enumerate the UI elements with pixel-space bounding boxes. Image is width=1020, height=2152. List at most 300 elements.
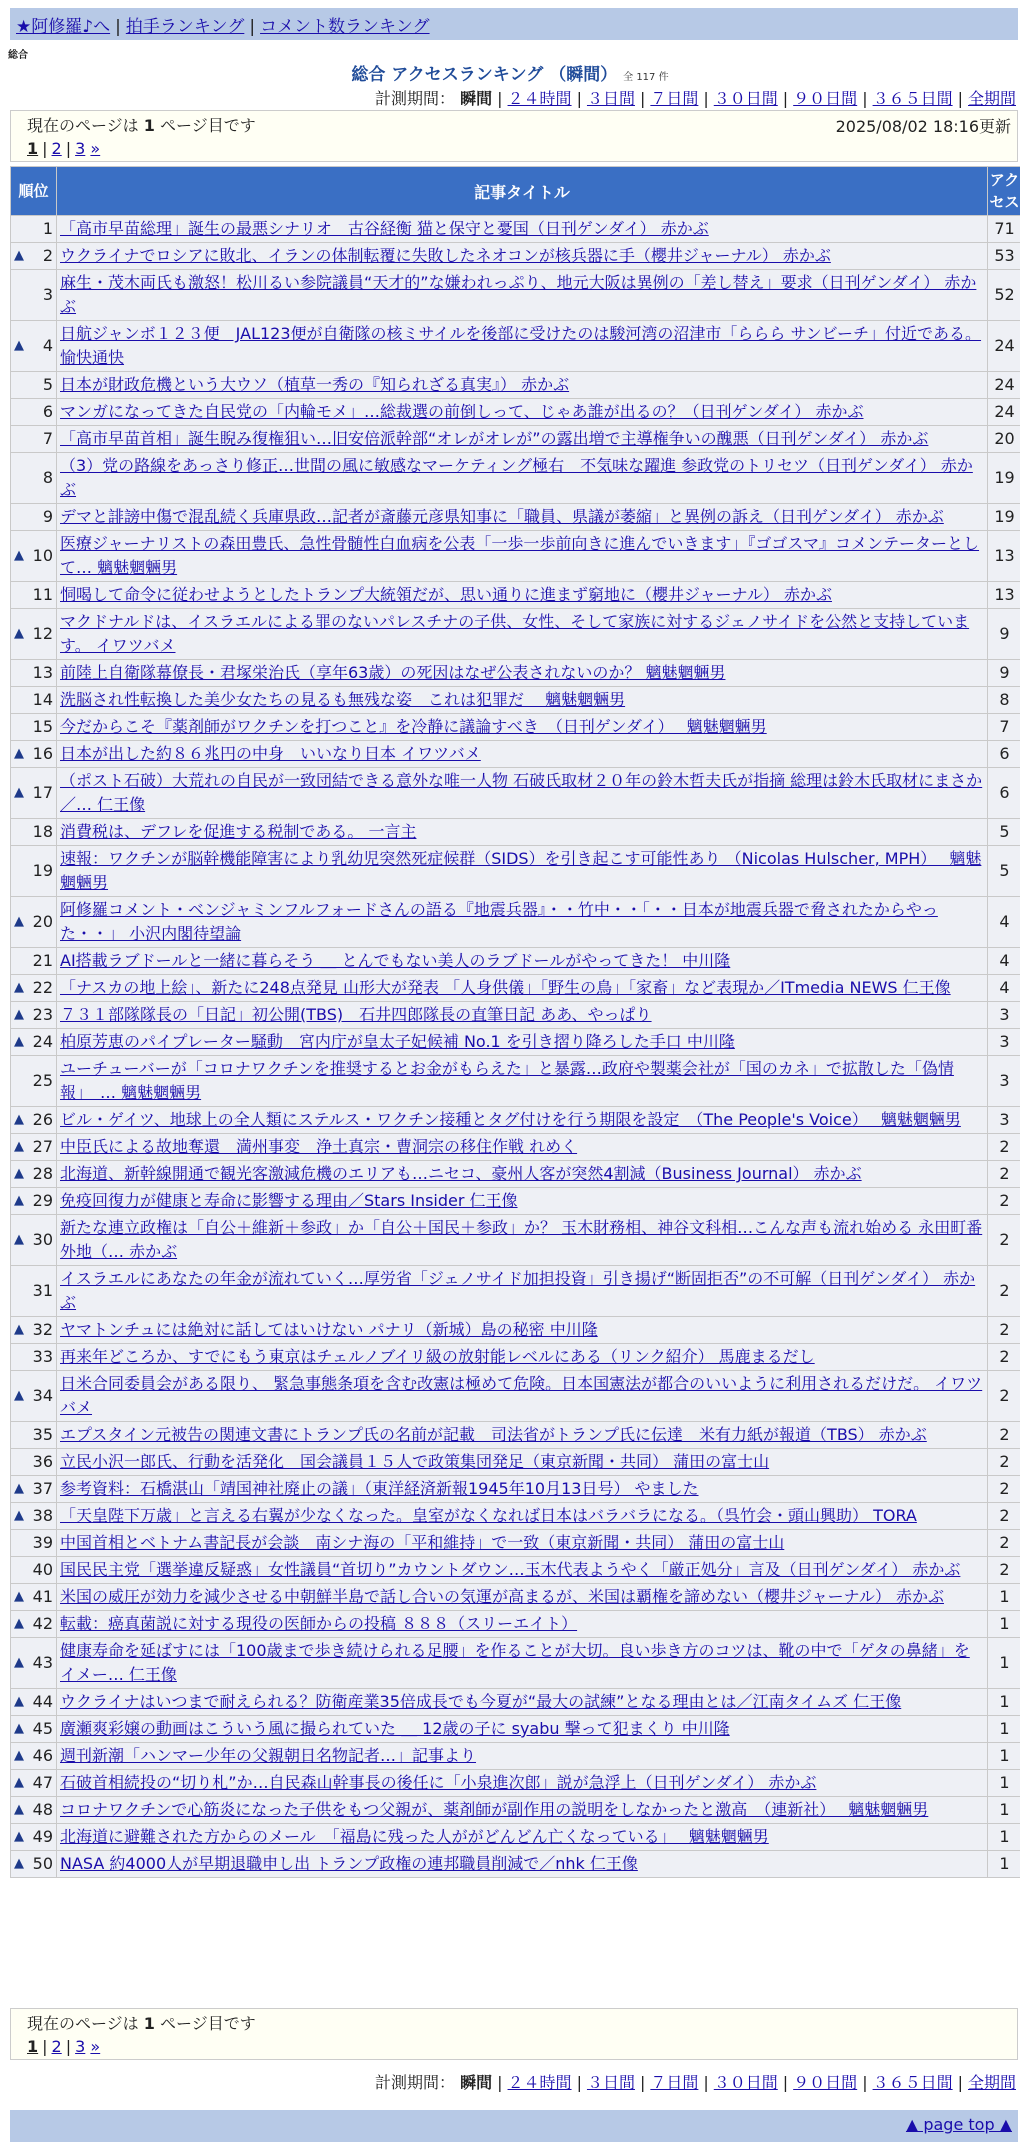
article-title-link[interactable]: ７３１部隊隊長の「日記」初公開(TBS) 石井四郎隊長の直筆日記 ああ、やっぱり [60, 1005, 652, 1024]
table-row [11, 660, 1020, 686]
table-row [11, 1770, 1020, 1796]
period-current: 瞬間 [460, 89, 493, 108]
rank-number: 44 [32, 1692, 53, 1711]
rank-cell [11, 1188, 56, 1214]
title-cell [57, 1215, 987, 1265]
rank-cell [11, 216, 56, 242]
article-title-link[interactable]: 新たな連立政権は「自公＋維新＋参政」か「自公＋国民＋参政」か？ 玉木財務相、神谷文科相…こんな声も流れ始める 永田町番外地（… 赤かぶ [60, 1218, 983, 1261]
top-nav-bar [10, 8, 1018, 40]
bottom-bar [10, 2110, 1018, 2142]
page-title-text: 総合 アクセスランキング （瞬間） [351, 65, 618, 85]
rank-cell [11, 1503, 56, 1529]
access-count: 6 [988, 741, 1020, 767]
title-cell [57, 687, 987, 713]
table-row [11, 1215, 1020, 1265]
access-count: 1 [988, 1851, 1020, 1877]
article-title-link[interactable]: マクドナルドは、イスラエルによる罪のないパレスチナの子供、女性、そして家族に対するジェノサイドを公然と支持しています。 イワツバメ [60, 612, 970, 655]
rank-up-arrow-icon: ▲ [14, 1481, 24, 1496]
rank-number: 45 [32, 1719, 53, 1738]
page-title [0, 60, 1020, 85]
access-count: 20 [988, 426, 1020, 452]
pager-next-link[interactable]: » [90, 139, 101, 158]
title-cell [57, 453, 987, 503]
period-label: 計測期間： [375, 2073, 456, 2092]
table-row [11, 741, 1020, 767]
article-title-link[interactable]: ユーチューバーが「コロナワクチンを推奨するとお金がもらえた」と暴露…政府や製薬会社が「国のカネ」で拡散した「偽情報」 … 魑魅魍魎男 [60, 1059, 954, 1102]
period-link[interactable]: ７日間 [650, 2073, 699, 2092]
period-link[interactable]: 全期間 [967, 89, 1016, 108]
title-cell [57, 846, 987, 896]
article-title-link[interactable]: 「ナスカの地上絵」、新たに248点発見 山形大が発表 「人身供儀」「野生の鳥」「家畜」など表現か／ITmedia NEWS 仁王像 [60, 978, 951, 997]
period-separator: | [576, 89, 582, 108]
article-title-link[interactable]: 消費税は、デフレを促進する税制である。 一言主 [60, 822, 417, 841]
access-count: 2 [988, 1161, 1020, 1187]
period-link[interactable]: ３６５日間 [872, 89, 953, 108]
table-header-row [11, 167, 1020, 215]
access-count: 24 [988, 399, 1020, 425]
title-cell [57, 1317, 987, 1343]
rank-up-arrow-icon: ▲ [14, 1856, 24, 1871]
rank-number: 21 [32, 951, 53, 970]
access-count: 1 [988, 1797, 1020, 1823]
article-title-link[interactable]: 麻生・茂木両氏も激怒！松川るい参院議員“天才的”な嫌われっぷり、地元大阪は異例の「差し替え」要求（日刊ゲンダイ） 赤かぶ [60, 273, 977, 316]
access-count: 2 [988, 1215, 1020, 1265]
title-cell [57, 531, 987, 581]
table-row [11, 426, 1020, 452]
table-row [11, 819, 1020, 845]
title-cell [57, 1638, 987, 1688]
rank-up-arrow-icon: ▲ [14, 1193, 24, 1208]
rank-cell [11, 1824, 56, 1850]
rank-number: 11 [32, 585, 53, 604]
article-title-link[interactable]: デマと誹謗中傷で混乱続く兵庫県政…記者が斎藤元彦県知事に「職員、県議が萎縮」と異例の訴え（日刊ゲンダイ） 赤かぶ [60, 507, 944, 526]
page-info: 現在のページは 1 ページ目です [27, 116, 256, 135]
title-cell [57, 1056, 987, 1106]
rank-number: 17 [32, 783, 53, 802]
article-title-link[interactable]: 石破首相続投の“切り札”か…自民森山幹事長の後任に「小泉進次郎」説が急浮上（日刊ゲンダイ） 赤かぶ [60, 1773, 817, 1792]
rank-up-arrow-icon: ▲ [14, 1139, 24, 1154]
article-title-link[interactable]: 「天皇陛下万歳」と言える右翼が少なくなった。皇室がなくなれば日本はバラバラになる。（呉竹会・頭山興助） TORA [60, 1506, 917, 1525]
article-title-link[interactable]: 「高市早苗首相」誕生睨み復権狙い…旧安倍派幹部“オレがオレが”の露出増で主導権争いの醜悪（日刊ゲンダイ） 赤かぶ [60, 429, 929, 448]
title-cell [57, 270, 987, 320]
article-title-link[interactable]: 今だからこそ『薬剤師がワクチンを打つこと』を冷静に議論すべき （日刊ゲンダイ） 魑魅魍魎男 [60, 717, 767, 736]
updated-timestamp: 2025/08/02 18:16更新 [835, 117, 1011, 136]
article-title-link[interactable]: 中国首相とベトナム書記長が会談 南シナ海の「平和維持」で一致（東京新聞・共同） 蒲田の富士山 [60, 1533, 785, 1552]
article-title-link[interactable]: 参考資料：石橋湛山「靖国神社廃止の議」（東洋経済新報1945年10月13日号） やました [60, 1479, 699, 1498]
rank-number: 12 [32, 624, 53, 643]
ranking-table [10, 166, 1020, 1878]
rank-up-arrow-icon: ▲ [14, 1694, 24, 1709]
table-row [11, 1344, 1020, 1370]
title-cell [57, 819, 987, 845]
article-title-link[interactable]: ウクライナでロシアに敗北、イランの体制転覆に失敗したネオコンが核兵器に手（櫻井ジャーナル） 赤かぶ [60, 246, 831, 265]
rank-number: 50 [32, 1854, 53, 1873]
rank-cell [11, 660, 56, 686]
table-row [11, 1638, 1020, 1688]
access-count: 19 [988, 453, 1020, 503]
section-label: 総合 [8, 50, 28, 61]
rank-number: 25 [32, 1071, 53, 1090]
rank-cell [11, 846, 56, 896]
period-link[interactable]: ３０日間 [713, 89, 778, 108]
rank-number: 18 [32, 822, 53, 841]
article-title-link[interactable]: 米国の威圧が効力を減少させる中朝鮮半島で話し合いの気運が高まるが、米国は覇権を諦めない（櫻井ジャーナル） 赤かぶ [60, 1587, 944, 1606]
table-row [11, 897, 1020, 947]
rank-cell [11, 270, 56, 320]
table-row [11, 1584, 1020, 1610]
rank-cell [11, 1134, 56, 1160]
access-count: 4 [988, 897, 1020, 947]
article-title-link[interactable]: NASA 約4000人が早期退職申し出 トランプ政権の連邦職員削減で／nhk 仁王像 [60, 1854, 638, 1873]
article-title-link[interactable]: 北海道に避難された方からのメール 「福島に残った人ががどんどん亡くなっている」 魑魅魍魎男 [60, 1827, 769, 1846]
access-count: 5 [988, 819, 1020, 845]
access-count: 2 [988, 1530, 1020, 1556]
article-title-link[interactable]: 再来年どころか、すでにもう東京はチェルノブイリ級の放射能レベルにある（リンク紹介） 馬鹿まるだし [60, 1347, 815, 1366]
table-row [11, 768, 1020, 818]
title-cell [57, 1797, 987, 1823]
title-cell [57, 1530, 987, 1556]
title-cell [57, 1851, 987, 1877]
rank-number: 47 [32, 1773, 53, 1792]
title-cell [57, 1689, 987, 1715]
table-row [11, 1449, 1020, 1475]
period-separator: | [576, 2073, 582, 2092]
period-selector-top [375, 86, 1016, 109]
rank-number: 37 [32, 1479, 53, 1498]
table-row [11, 399, 1020, 425]
article-title-link[interactable]: 前陸上自衛隊幕僚長・君塚栄治氏（享年63歳）の死因はなぜ公表されないのか？ 魑魅魍魎男 [60, 663, 726, 682]
title-cell [57, 1344, 987, 1370]
pager-separator: | [65, 139, 72, 158]
access-count: 9 [988, 609, 1020, 659]
title-cell [57, 1584, 987, 1610]
rank-number: 27 [32, 1137, 53, 1156]
title-cell [57, 372, 987, 398]
clap-ranking-link[interactable]: 拍手ランキング [125, 17, 245, 37]
article-title-link[interactable]: 恫喝して命令に従わせようとしたトランプ大統領だが、思い通りに進まず窮地に（櫻井ジャーナル） 赤かぶ [60, 585, 832, 604]
table-row [11, 1824, 1020, 1850]
rank-cell [11, 1770, 56, 1796]
rank-cell [11, 1638, 56, 1688]
rank-number: 33 [32, 1347, 53, 1366]
period-selector-bottom [375, 2070, 1016, 2093]
pager-separator: | [42, 139, 48, 158]
article-title-link[interactable]: ヤマトンチュには絶対に話してはいけない パナリ（新城）島の秘密 中川隆 [60, 1320, 598, 1339]
period-current: 瞬間 [460, 2073, 493, 2092]
title-cell [57, 1422, 987, 1448]
title-cell [57, 1029, 987, 1055]
article-title-link[interactable]: 廣瀬爽彩嬢の動画はこういう風に撮られていた ＿ 12歳の子に syabu 撃って犯まくり 中川隆 [60, 1719, 730, 1738]
pager-current-page: 1 [27, 139, 39, 158]
rank-cell [11, 372, 56, 398]
rank-up-arrow-icon: ▲ [14, 1322, 24, 1337]
title-cell [57, 1371, 987, 1421]
article-title-link[interactable]: 健康寿命を延ばすには「100歳まで歩き続けられる足腰」を作ることが大切。良い歩き方のコツは、靴の中で「ゲタの鼻緒」をイメー… 仁王像 [60, 1641, 970, 1684]
rank-cell [11, 582, 56, 608]
access-count: 1 [988, 1716, 1020, 1742]
table-row [11, 948, 1020, 974]
rank-cell [11, 1107, 56, 1133]
rank-cell [11, 321, 56, 371]
page-info-box-top [10, 110, 1018, 162]
title-cell [57, 1503, 987, 1529]
period-link[interactable]: ２４時間 [507, 89, 572, 108]
table-row [11, 846, 1020, 896]
rank-number: 32 [32, 1320, 53, 1339]
pager-page-link[interactable]: 3 [75, 2037, 86, 2056]
table-row [11, 1851, 1020, 1877]
access-count: 3 [988, 1107, 1020, 1133]
article-title-link[interactable]: 日米合同委員会がある限り、 緊急事態条項を含む改憲は極めて危険。日本国憲法が都合のいいように利用されるだけだ。 イワツバメ [60, 1374, 983, 1417]
rank-number: 30 [32, 1230, 53, 1249]
rank-number: 35 [32, 1425, 53, 1444]
rank-number: 36 [32, 1452, 53, 1471]
rank-cell [11, 1611, 56, 1637]
article-title-link[interactable]: ウクライナはいつまで耐えられる？防衛産業35倍成長でも今夏が“最大の試練”となる理由とは／江南タイムズ 仁王像 [60, 1692, 902, 1711]
table-row [11, 1476, 1020, 1502]
rank-up-arrow-icon: ▲ [14, 1508, 24, 1523]
rank-cell [11, 819, 56, 845]
period-link[interactable]: 全期間 [967, 2073, 1016, 2092]
rank-cell [11, 1851, 56, 1877]
rank-number: 34 [32, 1386, 53, 1405]
table-row [11, 1266, 1020, 1316]
rank-cell [11, 504, 56, 530]
period-link[interactable]: ３日間 [586, 89, 635, 108]
article-title-link[interactable]: 北海道、新幹線開通で観光客激減危機のエリアも…ニセコ、豪州人客が突然4割減（Business Journal） 赤かぶ [60, 1164, 862, 1183]
article-title-link[interactable]: ビル・ゲイツ、地球上の全人類にステルス・ワクチン接種とタグ付けを行う期限を設定 （The People's Voice） 魑魅魍魎男 [60, 1110, 961, 1129]
rank-cell [11, 897, 56, 947]
rank-up-arrow-icon: ▲ [14, 1034, 24, 1049]
pager-page-link[interactable]: 3 [75, 139, 86, 158]
rank-number: 46 [32, 1746, 53, 1765]
article-title-link[interactable]: イスラエルにあなたの年金が流れていく…厚労省「ジェノサイド加担投資」引き揚げ“断固拒否”の不可解（日刊ゲンダイ） 赤かぶ [60, 1269, 976, 1312]
article-title-link[interactable]: 「高市早苗総理」誕生の最悪シナリオ 古谷経衡 猫と保守と憂国（日刊ゲンダイ） 赤かぶ [60, 219, 709, 238]
article-title-link[interactable]: 免疫回復力が健康と寿命に影響する理由／Stars Insider 仁王像 [60, 1191, 518, 1210]
period-separator: | [497, 89, 503, 108]
access-count: 2 [988, 1503, 1020, 1529]
period-separator: | [782, 2073, 789, 2092]
article-title-link[interactable]: コロナワクチンで心筋炎になった子供をもつ父親が、薬剤師が副作用の説明をしなかったと激高 （連新社） 魑魅魍魎男 [60, 1800, 929, 1819]
article-title-link[interactable]: 転載：癌真菌説に対する現役の医師からの投稿 ８８８（スリーエイト） [60, 1614, 578, 1633]
article-title-link[interactable]: 日本が出した約８６兆円の中身 いいなり日本 イワツバメ [60, 744, 481, 763]
rank-number: 7 [42, 429, 53, 448]
article-title-link[interactable]: 国民民主党「選挙違反疑惑」女性議員“首切り”カウントダウン…玉木代表ようやく「厳正処分」言及（日刊ゲンダイ） 赤かぶ [60, 1560, 961, 1579]
access-count: 1 [988, 1770, 1020, 1796]
rank-cell [11, 1056, 56, 1106]
access-count: 1 [988, 1638, 1020, 1688]
article-title-link[interactable]: 日航ジャンボ１２３便 JAL123便が自衛隊の核ミサイルを後部に受けたのは駿河湾の沼津市「ららら サンビーチ」付近である。 愉快通快 [60, 324, 982, 367]
page-info-box-bottom [10, 2008, 1018, 2060]
rank-cell [11, 1029, 56, 1055]
rank-up-arrow-icon: ▲ [14, 1775, 24, 1790]
pager-next-link[interactable]: » [90, 2037, 101, 2056]
rank-cell [11, 399, 56, 425]
period-link[interactable]: ２４時間 [507, 2073, 572, 2092]
period-link[interactable]: ９０日間 [793, 89, 858, 108]
access-count: 13 [988, 531, 1020, 581]
title-cell [57, 1134, 987, 1160]
period-link[interactable]: ３６５日間 [872, 2073, 953, 2092]
pager-page-link[interactable]: 2 [51, 2037, 62, 2056]
access-count: 2 [988, 1422, 1020, 1448]
access-count: 13 [988, 582, 1020, 608]
access-count: 2 [988, 1344, 1020, 1370]
rank-up-arrow-icon: ▲ [14, 1007, 24, 1022]
rank-up-arrow-icon: ▲ [14, 338, 24, 353]
title-cell [57, 768, 987, 818]
title-cell [57, 321, 987, 371]
title-cell [57, 714, 987, 740]
access-count: 52 [988, 270, 1020, 320]
title-cell [57, 1770, 987, 1796]
rank-cell [11, 975, 56, 1001]
title-cell [57, 975, 987, 1001]
rank-number: 28 [32, 1164, 53, 1183]
period-separator: | [862, 89, 868, 108]
title-cell [57, 1161, 987, 1187]
article-title-link[interactable]: 週刊新潮「ハンマー少年の父親朝日名物記者…」記事より [60, 1746, 477, 1765]
pager-page-link[interactable]: 2 [51, 139, 62, 158]
access-count: 3 [988, 1056, 1020, 1106]
article-title-link[interactable]: 洗脳され性転換した美少女たちの見るも無残な姿 これは犯罪だ 魑魅魍魎男 [60, 690, 626, 709]
access-count: 24 [988, 372, 1020, 398]
article-title-link[interactable]: 柏原芳恵のパイプレーター騒動 宮内庁が皇太子妃候補 No.1 を引き摺り降ろした手口 中川隆 [60, 1032, 735, 1051]
rank-number: 16 [32, 744, 53, 763]
rank-number: 48 [32, 1800, 53, 1819]
rank-number: 23 [32, 1005, 53, 1024]
rank-cell [11, 609, 56, 659]
rank-number: 42 [32, 1614, 53, 1633]
home-link[interactable]: ★阿修羅♪へ [16, 17, 111, 37]
table-row [11, 1161, 1020, 1187]
access-count: 24 [988, 321, 1020, 371]
title-cell [57, 1824, 987, 1850]
access-count: 2 [988, 1317, 1020, 1343]
table-row [11, 1797, 1020, 1823]
rank-cell [11, 714, 56, 740]
rank-number: 9 [42, 507, 53, 526]
col-header-title: 記事タイトル [57, 167, 987, 215]
article-title-link[interactable]: 日本が財政危機という大ウソ（植草一秀の『知られざる真実』） 赤かぶ [60, 375, 570, 394]
access-count: 2 [988, 1134, 1020, 1160]
period-link[interactable]: ９０日間 [793, 2073, 858, 2092]
rank-cell [11, 1689, 56, 1715]
table-row [11, 1107, 1020, 1133]
rank-number: 24 [32, 1032, 53, 1051]
rank-cell [11, 687, 56, 713]
access-count: 9 [988, 660, 1020, 686]
rank-cell [11, 1161, 56, 1187]
article-title-link[interactable]: 立民小沢一郎氏、行動を活発化 国会議員１５人で政策集団発足（東京新聞・共同） 蒲田の富士山 [60, 1452, 770, 1471]
period-separator: | [862, 2073, 868, 2092]
access-count: 1 [988, 1689, 1020, 1715]
rank-number: 13 [32, 663, 53, 682]
access-count: 2 [988, 1188, 1020, 1214]
title-cell [57, 1266, 987, 1316]
rank-up-arrow-icon: ▲ [14, 914, 24, 929]
rank-number: 14 [32, 690, 53, 709]
page-info: 現在のページは 1 ページ目です [27, 2014, 256, 2033]
rank-up-arrow-icon: ▲ [14, 746, 24, 761]
rank-number: 39 [32, 1533, 53, 1552]
rank-number: 1 [42, 219, 53, 238]
rank-cell [11, 1344, 56, 1370]
rank-up-arrow-icon: ▲ [14, 1589, 24, 1604]
period-separator: | [497, 2073, 503, 2092]
rank-number: 8 [42, 468, 53, 487]
rank-up-arrow-icon: ▲ [14, 1166, 24, 1181]
period-link[interactable]: ３日間 [586, 2073, 635, 2092]
article-title-link[interactable]: （3）党の路線をあっさり修正…世間の風に敏感なマーケティング極右 不気味な躍進 参政党のトリセツ（日刊ゲンダイ） 赤かぶ [60, 456, 973, 499]
article-title-link[interactable]: 速報：ワクチンが脳幹機能障害により乳幼児突然死症候群（SIDS）を引き起こす可能性あり （Nicolas Hulscher, MPH） 魑魅魍魎男 [60, 849, 982, 892]
access-count: 3 [988, 1029, 1020, 1055]
access-count: 53 [988, 243, 1020, 269]
title-cell [57, 426, 987, 452]
access-count: 6 [988, 768, 1020, 818]
table-row [11, 531, 1020, 581]
table-row [11, 1689, 1020, 1715]
comment-ranking-link[interactable]: コメント数ランキング [260, 17, 430, 37]
rank-cell [11, 1743, 56, 1769]
title-cell [57, 582, 987, 608]
rank-cell [11, 1530, 56, 1556]
rank-cell [11, 1002, 56, 1028]
table-row [11, 582, 1020, 608]
period-link[interactable]: ３０日間 [713, 2073, 778, 2092]
period-separator: | [957, 2073, 963, 2092]
rank-up-arrow-icon: ▲ [14, 1748, 24, 1763]
table-row [11, 714, 1020, 740]
access-count: 2 [988, 1449, 1020, 1475]
article-title-link[interactable]: 阿修羅コメント・ベンジャミンフルフォードさんの語る『地震兵器』・・竹中・・「・・日本が地震兵器で脅されたからやった・・」 小沢内閣待望論 [60, 900, 938, 943]
rank-number: 20 [32, 912, 53, 931]
table-row [11, 1056, 1020, 1106]
article-title-link[interactable]: 中臣氏による故地奪還 満州事変 浄土真宗・曹洞宗の移住作戦 れめく [60, 1137, 578, 1156]
article-title-link[interactable]: エプスタイン元被告の関連文書にトランプ氏の名前が記載 司法省がトランプ氏に伝達 米有力紙が報道（TBS） 赤かぶ [60, 1425, 927, 1444]
rank-cell [11, 1449, 56, 1475]
table-row [11, 321, 1020, 371]
article-title-link[interactable]: 医療ジャーナリストの森田豊氏、急性骨髄性白血病を公表「一歩一歩前向きに進んでいきます」『ゴゴスマ』コメンテーターとして… 魑魅魍魎男 [60, 534, 980, 577]
rank-number: 19 [32, 861, 53, 880]
rank-up-arrow-icon: ▲ [14, 1802, 24, 1817]
period-separator: | [703, 89, 709, 108]
article-title-link[interactable]: （ポスト石破）大荒れの自民が一致団結できる意外な唯一人物 石破氏取材２０年の鈴木哲夫氏が指摘 総理は鈴木氏取材にまさか／… 仁王像 [60, 771, 983, 814]
rank-cell [11, 1317, 56, 1343]
table-row [11, 687, 1020, 713]
period-link[interactable]: ７日間 [650, 89, 699, 108]
table-row [11, 1188, 1020, 1214]
article-title-link[interactable]: AI搭載ラブドールと一緒に暮らそう ＿ とんでもない美人のラブドールがやってきた！ 中川隆 [60, 951, 731, 970]
nav-separator: | [115, 17, 121, 37]
rank-up-arrow-icon: ▲ [14, 626, 24, 641]
article-title-link[interactable]: マンガになってきた自民党の「内輪モメ」…総裁選の前倒しって、じゃあ誰が出るの？（日刊ゲンダイ） 赤かぶ [60, 402, 864, 421]
rank-number: 38 [32, 1506, 53, 1525]
table-row [11, 1422, 1020, 1448]
table-row [11, 1134, 1020, 1160]
title-cell [57, 660, 987, 686]
title-cell [57, 741, 987, 767]
page-top-link[interactable]: ▲ page top ▲ [905, 2115, 1012, 2134]
title-cell [57, 1743, 987, 1769]
access-count: 1 [988, 1743, 1020, 1769]
title-cell [57, 1449, 987, 1475]
title-cell [57, 609, 987, 659]
access-count: 5 [988, 846, 1020, 896]
table-row [11, 1002, 1020, 1028]
rank-number: 43 [32, 1653, 53, 1672]
access-count: 7 [988, 714, 1020, 740]
